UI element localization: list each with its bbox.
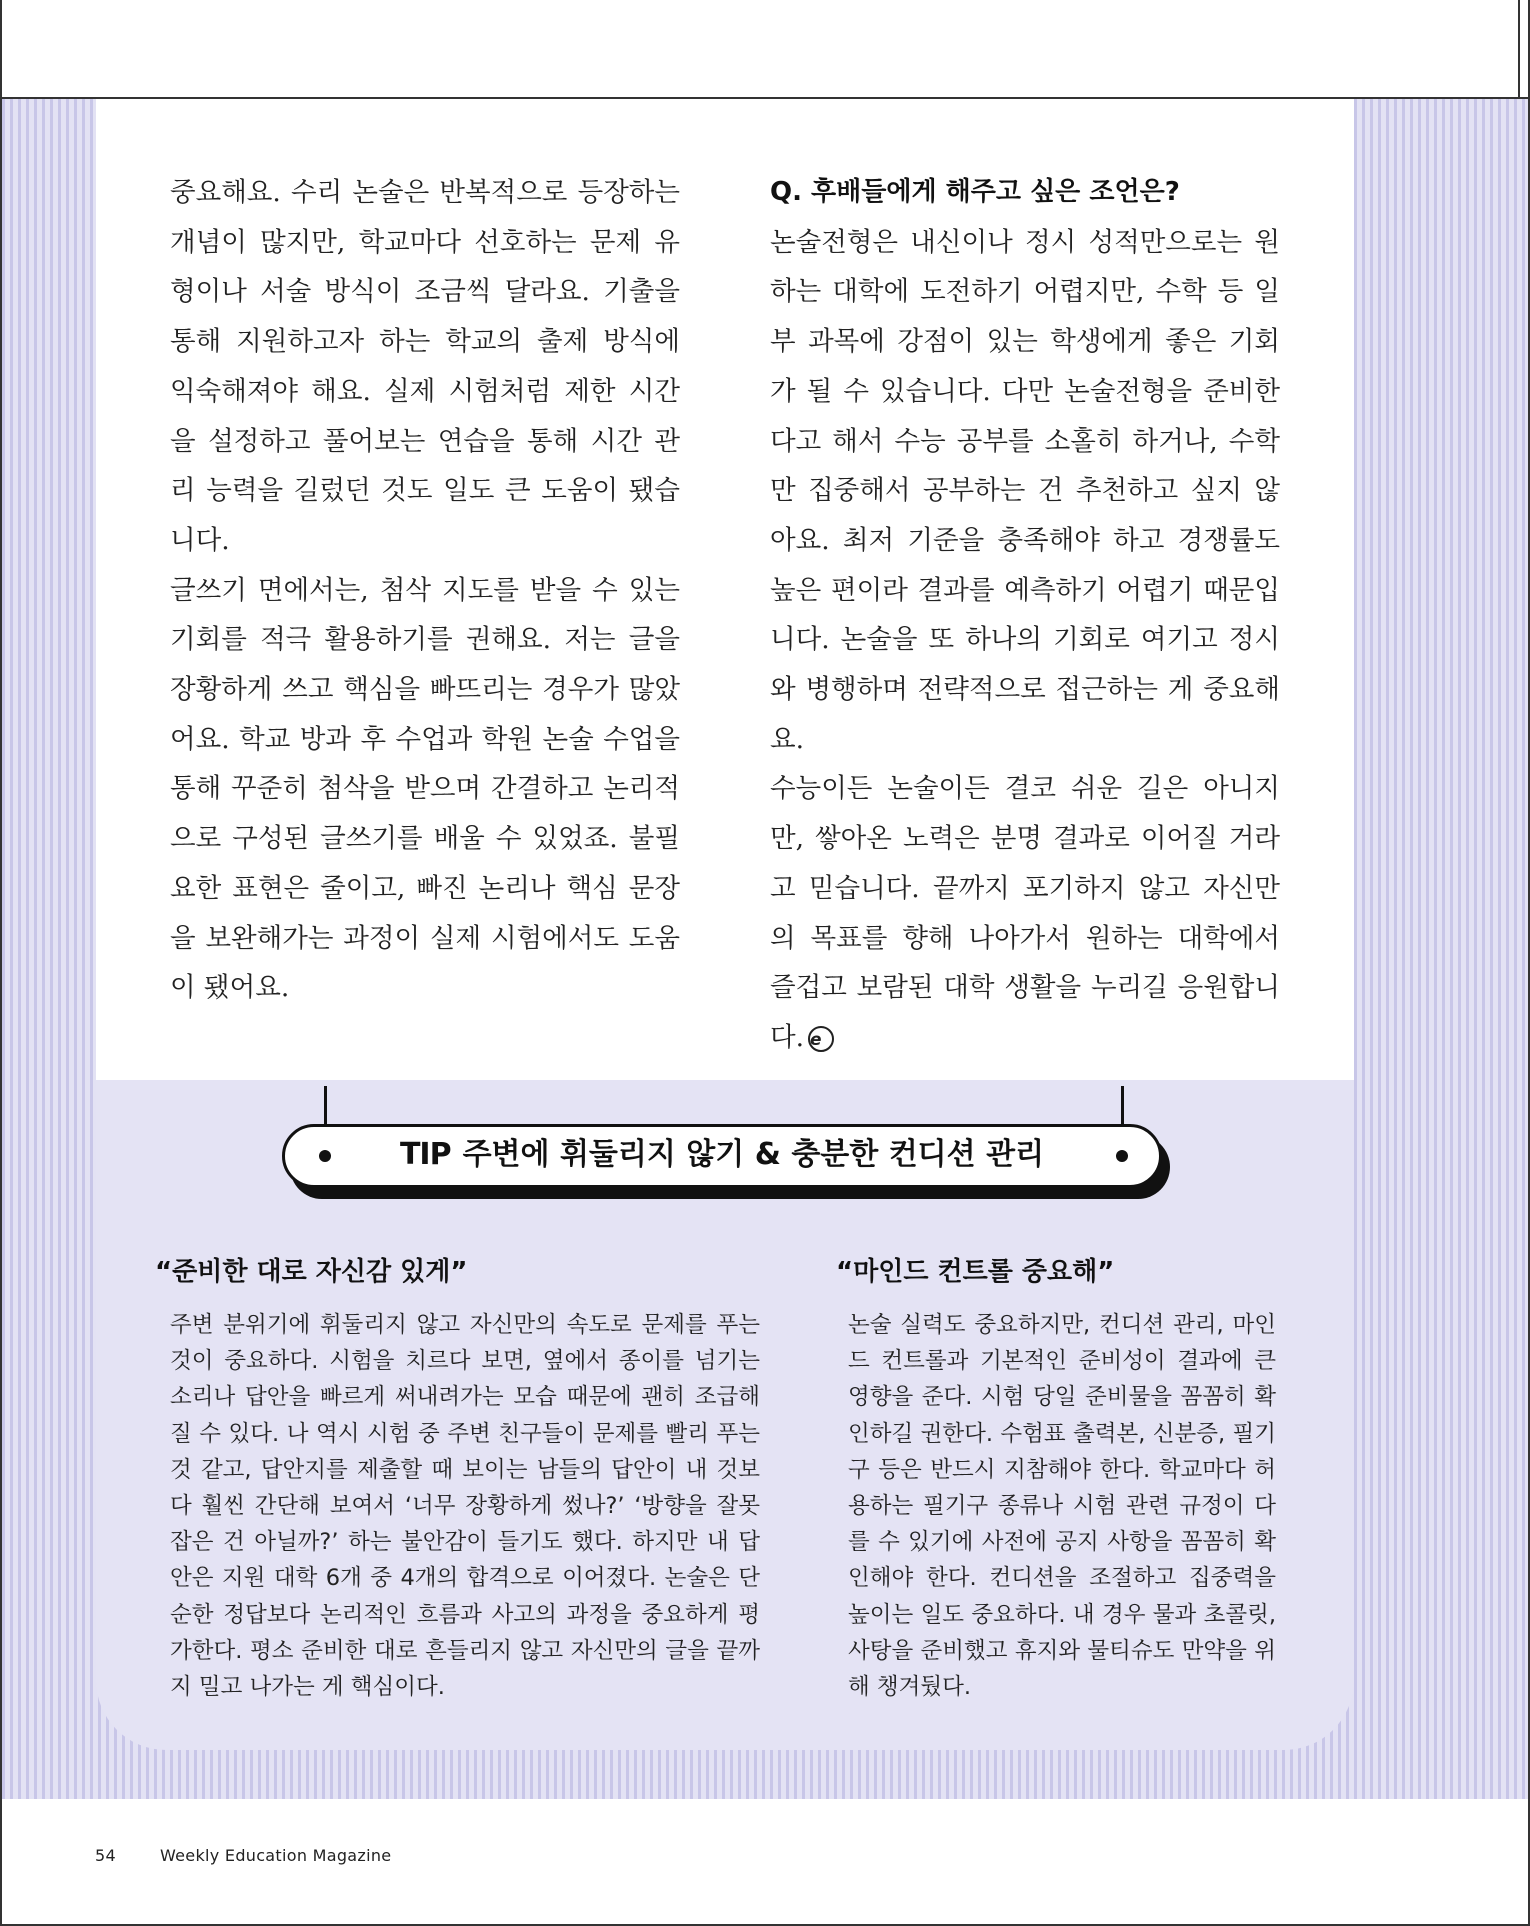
tip-left-column	[170, 1307, 760, 1705]
article-right-column	[770, 168, 1280, 1063]
question-heading: Q. 후배들에게 해주고 싶은 조언은?	[770, 177, 1180, 207]
tip-right-body: 논술 실력도 중요하지만, 컨디션 관리, 마인드 컨트롤과 기본적인 준비성이 결과에 큰 영향을 준다. 시험 당일 준비물을 꼼꼼히 확인하길 권한다. 수험표 출력본, 신분증, 필기구 등은 반드시 지참해야 한다. 학교마다 허용하는 필기구 종류나 시험 관련 규정이 다를 수 있기에 사전에 공지 사항을 꼼꼼히 확인해야 한다. 컨디션을 조절하고 집중력을 높이는 일도 중요하다. 내 경우 물과 초콜릿, 사탕을 준비했고 휴지와 물티슈도 만약을 위해 챙겨뒀다.	[848, 1312, 1276, 1701]
page-number: 54	[95, 1846, 116, 1865]
article-left-column	[170, 168, 680, 1013]
tip-left-quote: “준비한 대로 자신감 있게”	[155, 1257, 468, 1287]
article-paragraph	[770, 764, 1280, 1062]
tip-right-quote: “마인드 컨트롤 중요해”	[836, 1257, 1115, 1287]
page-footer	[95, 1846, 391, 1865]
tip-label: TIP	[399, 1137, 451, 1172]
end-mark-icon: e	[808, 1026, 834, 1052]
article-paragraph: 중요해요. 수리 논술은 반복적으로 등장하는 개념이 많지만, 학교마다 선호하는 문제 유형이나 서술 방식이 조금씩 달라요. 기출을 통해 지원하고자 하는 학교의 출제 방식에 익숙해져야 해요. 실제 시험처럼 제한 시간을 설정하고 풀어보는 연습을 통해 시간 관리 능력을 길렀던 것도 일도 큰 도움이 됐습니다.	[170, 177, 680, 556]
article-paragraph: 논술전형은 내신이나 정시 성적만으로는 원하는 대학에 도전하기 어렵지만, 수학 등 일부 과목에 강점이 있는 학생에게 좋은 기회가 될 수 있습니다. 다만 논술전형을 준비한다고 해서 수능 공부를 소홀히 하거나, 수학만 집중해서 공부하는 건 추천하고 싶지 않아요. 최저 기준을 충족해야 하고 경쟁률도 높은 편이라 결과를 예측하기 어렵기 때문입니다. 논술을 또 하나의 기회로 여기고 정시와 병행하며 전략적으로 접근하는 게 중요해요.	[770, 226, 1280, 755]
tip-banner-title	[282, 1124, 1162, 1188]
magazine-name: Weekly Education Magazine	[159, 1846, 392, 1865]
page-corner-rule	[1518, 0, 1520, 99]
article-paragraph: 글쓰기 면에서는, 첨삭 지도를 받을 수 있는 기회를 적극 활용하기를 권해요. 저는 글을 장황하게 쓰고 핵심을 빠뜨리는 경우가 많았어요. 학교 방과 후 수업과 학원 논술 수업을 통해 꾸준히 첨삭을 받으며 간결하고 논리적으로 구성된 글쓰기를 배울 수 있었죠. 불필요한 표현은 줄이고, 빠진 논리나 핵심 문장을 보완해가는 과정이 실제 시험에서도 도움이 됐어요.	[170, 574, 680, 1004]
tip-left-body: 주변 분위기에 휘둘리지 않고 자신만의 속도로 문제를 푸는 것이 중요하다. 시험을 치르다 보면, 옆에서 종이를 넘기는 소리나 답안을 빠르게 써내려가는 모습 때문에 괜히 조급해질 수 있다. 나 역시 시험 중 주변 친구들이 문제를 빨리 푸는 것 같고, 답안지를 제출할 때 보이는 남들의 답안이 내 것보다 훨씬 간단해 보여서 ‘너무 장황하게 썼나?’ ‘방향을 잘못 잡은 건 아닐까?’ 하는 불안감이 들기도 했다. 하지만 내 답안은 지원 대학 6개 중 4개의 합격으로 이어졌다. 논술은 단순한 정답보다 논리적인 흐름과 사고의 과정을 중요하게 평가한다. 평소 준비한 대로 흔들리지 않고 자신만의 글을 끝까지 밀고 나가는 게 핵심이다.	[170, 1312, 760, 1701]
article-paragraph-text: 수능이든 논술이든 결코 쉬운 길은 아니지만, 쌓아온 노력은 분명 결과로 이어질 거라고 믿습니다. 끝까지 포기하지 않고 자신만의 목표를 향해 나아가서 원하는 대학에서 즐겁고 보람된 대학 생활을 누리길 응원합니다.	[770, 773, 1280, 1053]
tip-right-column	[848, 1307, 1276, 1705]
tip-title-text: 주변에 휘둘리지 않기 & 충분한 컨디션 관리	[462, 1137, 1045, 1172]
page-top-rule	[0, 97, 1530, 99]
